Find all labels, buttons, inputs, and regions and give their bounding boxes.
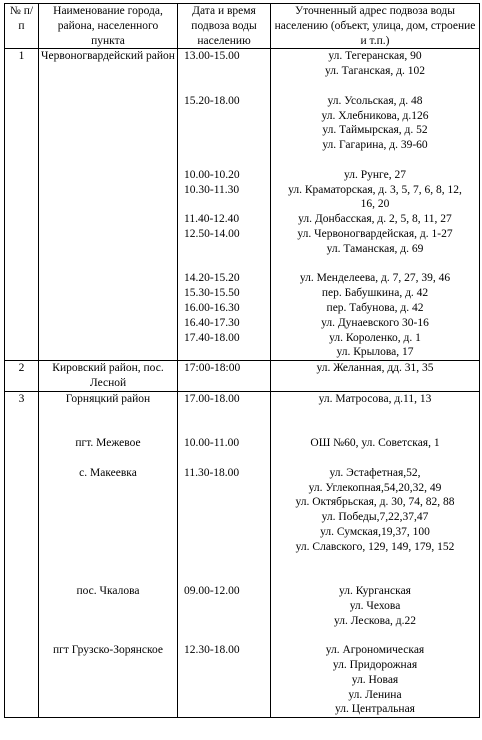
address-line: ул. Ленина (348, 688, 402, 701)
time-line: 10.00-11.00 (184, 437, 240, 450)
time-line (180, 79, 268, 94)
address-line: ул. Донбасская, д. 2, 5, 8, 11, 27 (298, 213, 452, 226)
address-line: ул. Менделеева, д. 7, 27, 39, 46 (299, 272, 451, 285)
address-line: ул. Рунге, 27 (344, 168, 406, 181)
place-name: Червоногвардейский район (39, 49, 178, 361)
spacer (41, 451, 175, 466)
delivery-times (178, 643, 271, 717)
time-line: 13.00-15.00 (184, 50, 240, 63)
place-name: пгт. Межевое (39, 436, 178, 466)
delivery-times (178, 49, 271, 361)
address-line: ул. Червоногвардейская, д. 1-27 (297, 227, 453, 240)
time-line (180, 257, 268, 272)
address-line: ул. Лескова, д.22 (333, 614, 417, 627)
time-line: 10.00-10.20 (184, 168, 240, 181)
time-line (180, 525, 268, 540)
address-line: ул. Октябрьская, д. 30, 74, 82, 88 (295, 496, 455, 509)
spacer (180, 407, 268, 422)
address-line (273, 376, 477, 391)
address-line: ул. Чехова (349, 599, 401, 612)
spacer (180, 569, 268, 584)
time-line (180, 64, 268, 79)
address-line: ул. Эстафетная,52, (329, 466, 421, 479)
time-line: 17:00-18:00 (184, 362, 241, 375)
address-line: ОШ №60, ул. Советская, 1 (310, 437, 440, 450)
time-line: 09.00-12.00 (184, 585, 240, 598)
delivery-times (178, 466, 271, 584)
delivery-times (178, 436, 271, 466)
address-line: ул. Курганская (339, 585, 411, 598)
time-line: 12.30-18.00 (184, 644, 240, 657)
address-line: ул. Усольская, д. 48 (327, 94, 423, 107)
address-line: ул. Тегеранская, 90 (328, 50, 422, 63)
time-line: 17.00-18.00 (184, 392, 240, 405)
time-line (180, 376, 268, 391)
time-line (180, 138, 268, 153)
header-row (5, 4, 480, 49)
address-line: ул. Гагарина, д. 39-60 (322, 139, 428, 152)
delivery-addresses (271, 391, 480, 436)
delivery-times (178, 584, 271, 643)
spacer (273, 554, 477, 569)
time-line: 15.30-15.50 (184, 287, 240, 300)
header-address: Уточненный адрес подвоза воды населению (объект, улица, дом, строение и т.п.) (271, 4, 480, 49)
table-body (5, 49, 480, 718)
time-line (180, 197, 268, 212)
place-name: пгт Грузско-Зорянское (39, 643, 178, 717)
table-row (5, 361, 480, 392)
time-line (180, 153, 268, 168)
spacer (41, 421, 175, 436)
spacer (273, 407, 477, 422)
header-num: № п/п (5, 4, 39, 49)
delivery-times (178, 391, 271, 436)
time-line (180, 510, 268, 525)
row-number: 1 (5, 49, 39, 361)
row-number: 2 (5, 361, 39, 392)
address-line: ул. Придорожная (332, 659, 418, 672)
address-line: ул. Агрономическая (325, 644, 425, 657)
delivery-addresses (271, 643, 480, 717)
address-line: ул. Матросова, д.11, 13 (318, 392, 432, 405)
delivery-addresses (271, 584, 480, 643)
spacer (180, 421, 268, 436)
time-line (180, 242, 268, 257)
address-line (273, 153, 477, 168)
place-name: пос. Чкалова (39, 584, 178, 643)
address-line: ул. Желанная, дд. 31, 35 (316, 362, 434, 375)
table-row (5, 584, 480, 643)
address-line: ул. Таганская, д. 102 (324, 65, 426, 78)
time-line (180, 554, 268, 569)
time-line: 17.40-18.00 (184, 331, 240, 344)
address-line: ул. Новая (351, 673, 399, 686)
spacer (180, 451, 268, 466)
delivery-addresses (271, 466, 480, 584)
address-line: ул. Центральная (335, 703, 415, 716)
time-line: 16.40-17.30 (184, 316, 240, 329)
water-delivery-table (4, 3, 480, 718)
spacer (41, 599, 175, 614)
spacer (180, 599, 268, 614)
spacer (273, 421, 477, 436)
time-line: 10.30-11.30 (184, 183, 240, 196)
address-line: ул. Крылова, 17 (336, 346, 414, 359)
time-line: 15.20-18.00 (184, 94, 240, 107)
time-line (180, 540, 268, 555)
address-line: ул. Короленко, д. 1 (329, 331, 421, 344)
address-line: ул. Хлебникова, д.126 (321, 109, 429, 122)
table-row (5, 436, 480, 466)
spacer (41, 481, 175, 496)
address-line: 16, 20 (360, 198, 390, 211)
address-line: ул. Таманская, д. 69 (326, 242, 424, 255)
row-number: 3 (5, 391, 39, 718)
address-line: ул. Дунаевского 30-16 (321, 316, 429, 329)
spacer (273, 451, 477, 466)
address-line: ул. Сумская,19,37, 100 (320, 525, 430, 538)
place-name: Горняцкий район (39, 391, 178, 436)
table-row (5, 391, 480, 436)
header-name: Наименование города, района, населенного пункта (39, 4, 178, 49)
time-line: 16.00-16.30 (184, 301, 240, 314)
time-line (180, 481, 268, 496)
header-time: Дата и время подвоза воды населению (178, 4, 271, 49)
address-line: ул. Углекопная,54,20,32, 49 (308, 481, 442, 494)
address-line (273, 257, 477, 272)
table-row (5, 49, 480, 361)
time-line: 12.50-14.00 (184, 227, 240, 240)
spacer (273, 628, 477, 643)
delivery-addresses (271, 361, 480, 392)
time-line (180, 345, 268, 360)
table-row (5, 643, 480, 717)
time-line (180, 109, 268, 124)
address-line: пер. Бабушкина, д. 42 (321, 287, 429, 300)
time-line (180, 495, 268, 510)
address-line (273, 79, 477, 94)
place-name: Кировский район, пос. Лесной (39, 361, 178, 392)
table-row (5, 466, 480, 584)
address-line: ул. Победы,7,22,37,47 (321, 511, 429, 524)
address-line: ул. Краматорская, д. 3, 5, 7, 6, 8, 12, (288, 183, 462, 196)
time-line (180, 123, 268, 138)
spacer (41, 407, 175, 422)
delivery-addresses (271, 49, 480, 361)
time-line: 14.20-15.20 (184, 272, 240, 285)
address-line: пер. Табунова, д. 42 (326, 301, 424, 314)
time-line: 11.30-18.00 (184, 466, 240, 479)
place-name: с. Макеевка (39, 466, 178, 584)
delivery-addresses (271, 436, 480, 466)
delivery-times (178, 361, 271, 392)
time-line: 11.40-12.40 (184, 213, 240, 226)
address-line: ул. Славского, 129, 149, 179, 152 (295, 540, 455, 553)
address-line: ул. Таймырская, д. 52 (322, 124, 428, 137)
